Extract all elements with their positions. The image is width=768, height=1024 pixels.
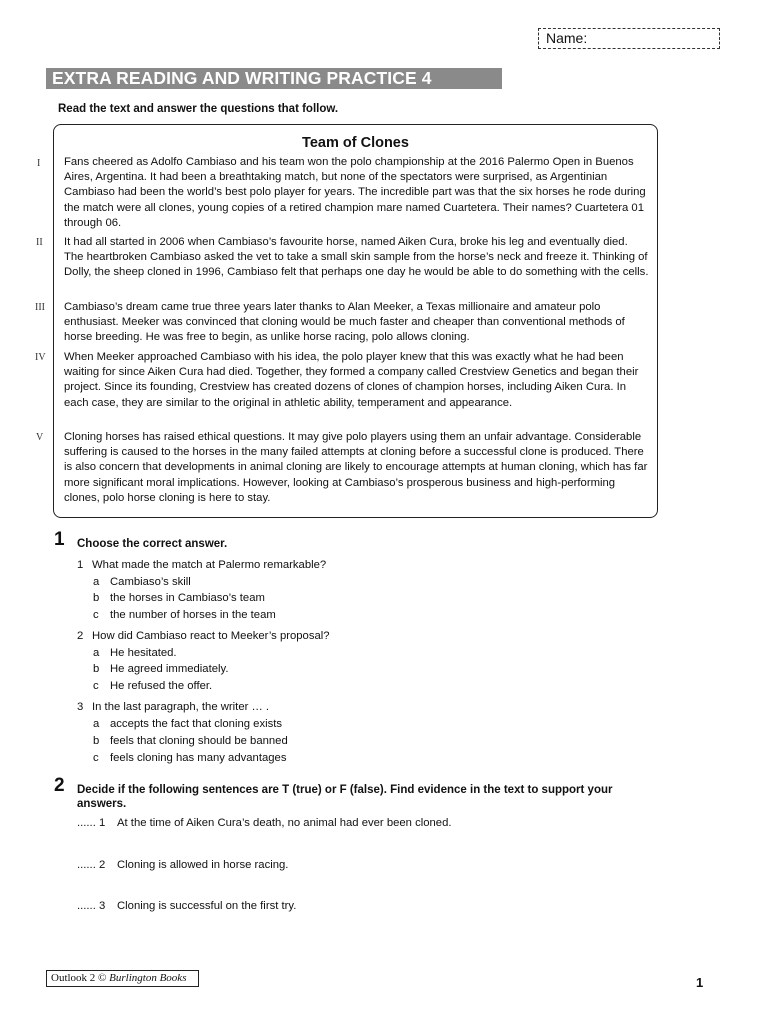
reading-text-box [53, 124, 658, 518]
answer-option[interactable] [93, 646, 177, 660]
reading-instruction: Read the text and answer the questions that follow. [58, 103, 339, 115]
question [77, 558, 326, 572]
answer-option[interactable] [93, 662, 228, 676]
option-letter: c [93, 752, 99, 764]
exercise-instruction: Choose the correct answer. [77, 538, 228, 550]
option-text: feels cloning has many advantages [110, 752, 287, 764]
option-text: the number of horses in the team [110, 609, 276, 621]
paragraph-number: III [35, 302, 45, 313]
answer-option[interactable] [93, 734, 288, 748]
paragraph: When Meeker approached Cambiaso with his idea, the polo player knew that this was exactly what he had been waiting for since Aiken Cura had died. Together, they formed a company called Crestview Genetics and began their project. Since its founding, Crestview has created dozens of clones of champion horses, including Aiken Cura. In each case, they are similar to the original in athletic ability, temperament and appearance. [64, 351, 639, 409]
option-text: He agreed immediately. [110, 663, 229, 675]
question-text: How did Cambiaso react to Meeker’s proposal? [92, 630, 330, 642]
true-false-item[interactable] [77, 900, 296, 912]
paragraph: Cloning horses has raised ethical questions. It may give polo players using them an unfair advantage. Considerable suffering is caused to the horses in the many failed attempts at cloning before a successful clone is produced. There is also concern that developments in animal cloning are likely to encourage attempts at human cloning, which has far more significant moral implications. However, looking at Cambiaso’s prosperous business and high-performing clones, polo horse cloning is here to stay. [64, 431, 648, 504]
page-title: EXTRA READING AND WRITING PRACTICE 4 [46, 68, 502, 89]
name-label: Name: [546, 30, 588, 46]
answer-blank[interactable]: ...... [77, 817, 96, 829]
publisher-prefix: Outlook 2 © [51, 972, 110, 984]
answer-option[interactable] [93, 608, 276, 622]
answer-option[interactable] [93, 575, 191, 589]
answer-option[interactable] [93, 751, 286, 765]
paragraph: Cambiaso’s dream came true three years later thanks to Alan Meeker, a Texas millionaire and amateur polo enthusiast. Meeker was convinced that cloning would be much faster and cheaper than conventional methods of horse breeding. He was free to begin, as unlike horse racing, polo allows cloning. [64, 301, 625, 344]
paragraph-number: V [36, 432, 44, 443]
option-text: He refused the offer. [110, 680, 213, 692]
question-number: 3 [77, 701, 84, 713]
item-text: Cloning is successful on the first try. [117, 900, 297, 912]
exercise-number: 2 [54, 775, 65, 796]
option-letter: a [93, 647, 100, 659]
paragraph-number: II [36, 237, 43, 248]
option-text: accepts the fact that cloning exists [110, 718, 283, 730]
item-number: 3 [99, 900, 106, 912]
question-text: What made the match at Palermo remarkable? [92, 559, 327, 571]
option-letter: b [93, 735, 100, 747]
exercise-instruction: Decide if the following sentences are T (true) or F (false). Find evidence in the text to support your answers. [77, 784, 613, 810]
answer-blank[interactable]: ...... [77, 859, 96, 871]
text-title: Team of Clones [302, 135, 409, 151]
question-text: In the last paragraph, the writer … . [92, 701, 270, 713]
answer-blank[interactable]: ...... [77, 900, 96, 912]
option-text: Cambiaso’s skill [110, 576, 191, 588]
name-field[interactable] [538, 28, 720, 49]
true-false-item[interactable] [77, 817, 452, 829]
answer-option[interactable] [93, 679, 212, 693]
true-false-item[interactable] [77, 859, 288, 871]
answer-option[interactable] [93, 591, 265, 605]
option-text: He hesitated. [110, 647, 177, 659]
option-text: feels that cloning should be banned [110, 735, 288, 747]
question [77, 629, 330, 643]
item-number: 2 [99, 859, 106, 871]
paragraph: It had all started in 2006 when Cambiaso’s favourite horse, named Aiken Cura, broke his leg and eventually died. The heartbroken Cambiaso asked the vet to take a small skin sample from the horse’s neck and freeze it. Thinking of Dolly, the sheep cloned in 1996, Cambiaso felt that perhaps one day he would be able to do something with the cells. [64, 236, 649, 279]
page-number: 1 [696, 975, 704, 990]
paragraph: Fans cheered as Adolfo Cambiaso and his team won the polo championship at the 2016 Palermo Open in Buenos Aires, Argentina. It had been a breathtaking match, but none of the spectators were surprised, as Argentinian Cambiaso had been the world’s best polo player for years. The incredible part was that the six horses he rode during the match were all clones, young copies of a retired champion mare named Cuartetera. Their names? Cuartetera 01 through 06. [64, 156, 646, 229]
option-letter: c [93, 680, 99, 692]
option-letter: c [93, 609, 99, 621]
question-number: 2 [77, 630, 84, 642]
paragraph-number: IV [35, 352, 46, 363]
answer-option[interactable] [93, 717, 282, 731]
question-number: 1 [77, 559, 84, 571]
exercise-number: 1 [54, 529, 65, 550]
publisher-brand: Burlington Books [109, 972, 187, 984]
option-letter: a [93, 718, 100, 730]
option-text: the horses in Cambiaso’s team [110, 592, 265, 604]
option-letter: b [93, 592, 100, 604]
item-text: At the time of Aiken Cura’s death, no animal had ever been cloned. [117, 817, 452, 829]
question [77, 700, 269, 714]
option-letter: b [93, 663, 100, 675]
publisher-credit [46, 970, 199, 987]
option-letter: a [93, 576, 100, 588]
item-number: 1 [99, 817, 106, 829]
item-text: Cloning is allowed in horse racing. [117, 859, 289, 871]
paragraph-number: I [37, 158, 41, 169]
